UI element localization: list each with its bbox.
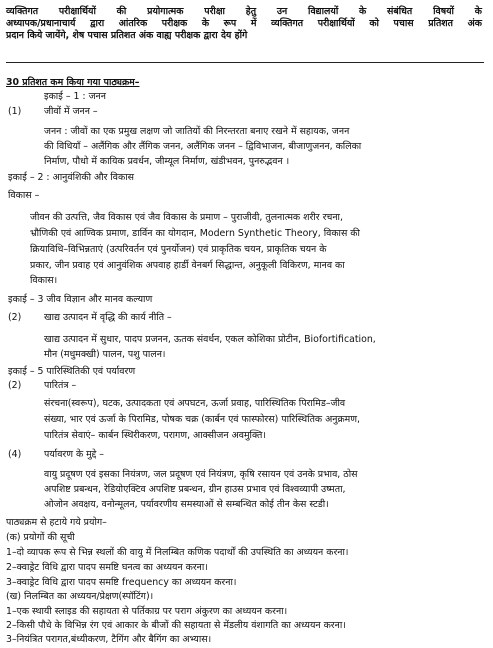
unit1-item-number: (1) [8, 106, 22, 117]
unit5-item2-title: पर्यावरण के मुद्दे – [44, 449, 104, 460]
spotting-item: 1–एक स्थायी स्लाइड की सहायता से पर्तिकाग्र पर पराग अंकुरण का अध्ययन करना। [6, 606, 288, 617]
unit3-heading: इकाई – 3 जीव विज्ञान और मानव कल्याण [8, 294, 153, 305]
unit5-text-line: संख्या, भार एवं ऊर्जा के पिरामिड, पोषक चक्र (कार्बन एवं फास्फोरस) पारिस्थितिक अनुक्रमण, [44, 414, 361, 425]
unit1-text-line: निर्माण, पौधो में कायिक प्रवर्धन, जीम्यूल निर्माण, खंडीभवन, पुनरुद्भवन । [44, 156, 290, 167]
unit5-item-title: पारितंत्र – [44, 380, 77, 391]
unit1-heading: इकाई – 1 : जनन [44, 91, 106, 102]
intro-line: प्रदान किये जायेंगे, शेष पचास प्रतिशत अंक वाह्य परीक्षक द्वारा देय होंगे [6, 30, 248, 41]
unit2-text-line: क्रियाविधि–विभिन्नताएं (उत्परिवर्तन एवं पुनर्योजन) एवं प्राकृतिक चयन, प्राकृतिक चयन के [30, 244, 327, 255]
unit2-text-line: प्रकार, जीन प्रवाह एवं आनुवंशिक अपवाह हार्डी वेनबर्ग सिद्धान्त, अनुकूली विकिरण, मानव का [30, 260, 345, 271]
reduced-syllabus-heading: 30 प्रतिशत कम किया गया पाठ्यक्रम– [6, 77, 140, 88]
unit3-item-title: खाद्य उत्पादन में वृद्धि की कार्य नीति – [44, 312, 172, 323]
unit5-text-line: पारितंत्र सेवाएं– कार्बन स्थिरीकरण, परागण, आक्सीजन अवमुक्ति। [44, 430, 266, 441]
experiment-item: 1–दो व्यापक रूप से भिन्न स्थलों की वायु में निलम्बित कणिक पदार्थों की उपस्थिति का अध्ययन करना। [6, 547, 349, 558]
unit1-text-line: की विधियाँ – अलैंगिक और लैंगिक जनन, अलैंगिक जनन – द्विविभाजन, बीजाणुजनन, कलिका [44, 141, 362, 152]
unit5-item2-text-line: ओजोन अवक्षय, वनोन्मूलन, पर्यावरणीय समस्याओं से सम्बन्धित कोई तीन केस स्टडी। [44, 499, 329, 510]
spotting-list-title: (ख) निलम्बित का अध्ययन/प्रेक्षण(स्पॉटिंग)। [6, 591, 154, 602]
unit2-subtitle: विकास – [8, 190, 40, 201]
intro-paragraph [6, 6, 482, 42]
unit2-heading: इकाई – 2 : आनुवंशिकी और विकास [8, 172, 134, 183]
removed-experiments-heading: पाठ्यक्रम से हटाये गये प्रयोग– [6, 517, 107, 528]
unit2-text-line: भ्रौणिकी एवं आण्विक प्रमाण, डार्विन का योगदान, Modern Synthetic Theory, विकास की [30, 228, 360, 239]
unit5-item2-text-line: वायु प्रदूषण एवं इसका नियंत्रण, जल प्रदूषण एवं नियंत्रण, कृषि रसायन एवं उनके प्रभाव, ठोस [44, 469, 358, 480]
unit3-text-line: खाद्य उत्पादन में सुधार, पादप प्रजनन, ऊतक संवर्धन, एकल कोशिका प्रोटीन, Biofortification, [44, 334, 376, 345]
unit5-item2-number: (4) [8, 449, 22, 460]
experiments-list-title: (क) प्रयोगों की सूची [6, 532, 75, 543]
intro-line: अध्यापक/प्रधानाचार्य द्वारा आंतरिक परीक्षक के रूप में व्यक्तिगत परीक्षार्थियों को पचास प्रतिशत अंक [6, 18, 482, 29]
horizontal-divider [6, 62, 484, 63]
experiment-item: 3–क्वाड्रेट विधि द्वारा पादप समष्टि frequency का अध्ययन करना। [6, 577, 237, 588]
experiment-item: 2–क्वाड्रेट विधि द्वारा पादप समष्टि घनत्व का अध्ययन करना। [6, 562, 208, 573]
unit5-text-line: संरचना(स्वरूप), घटक, उत्पादकता एवं अपघटन, ऊर्जा प्रवाह, पारिस्थितिक पिरामिड–जीव [44, 398, 346, 409]
spotting-item: 3–नियंत्रित परागत,बंध्यीकरण, टैगिंग और बैगिंग का अभ्यास। [6, 634, 212, 645]
unit3-text-line: मौन (मधुमक्खी) पालन, पशु पालन। [44, 349, 166, 360]
intro-line: व्यक्तिगत परीक्षार्थियों की प्रयोगात्मक परीक्षा हेतु उन विद्यालयों के संबंधित विषयों के [6, 6, 482, 17]
unit5-heading: इकाई – 5 पारिस्थितिकी एवं पर्यावरण [8, 366, 136, 377]
unit2-text-line: जीवन की उत्पत्ति, जैव विकास एवं जैव विकास के प्रमाण – पुराजीवी, तुलनात्मक शरीर रचना, [30, 212, 343, 223]
unit1-item-title: जीवों में जनन – [44, 106, 98, 117]
unit2-text-line: विकास। [30, 275, 58, 286]
unit3-item-number: (2) [8, 312, 22, 323]
unit1-text-line: जनन : जीवों का एक प्रमुख लक्षण जो जातियों की निरन्तरता बनाए रखने में सहायक, जनन [44, 126, 350, 137]
spotting-item: 2–किसी पौधे के विभिन्न रंग एवं आकार के बीजों की सहायता से मेंडलीय वंशागति का अध्ययन करना। [6, 620, 346, 631]
unit5-item2-text-line: अपशिष्ट प्रबन्धन, रेडियोएक्टिव अपशिष्ट प्रबन्धन, ग्रीन हाउस प्रभाव एवं विश्वव्यापी उष्मता, [44, 484, 346, 495]
unit5-item-number: (2) [8, 380, 22, 391]
